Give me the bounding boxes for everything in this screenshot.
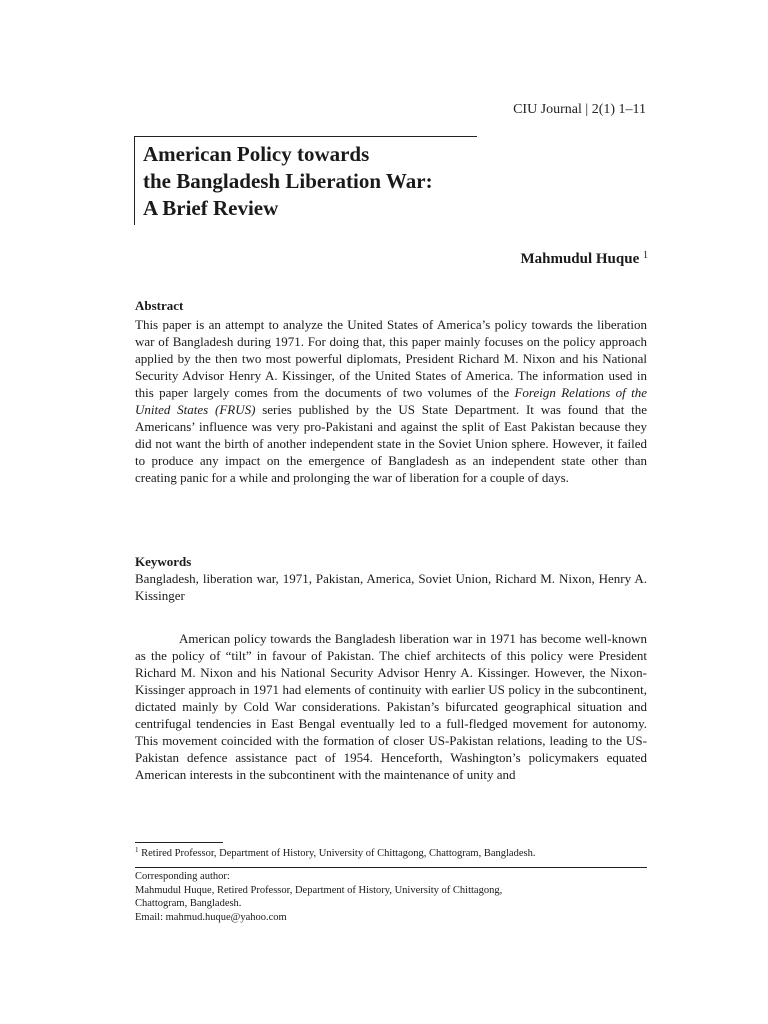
footnote-marker: 1 <box>135 846 139 854</box>
title-line-1: American Policy towards <box>143 142 370 166</box>
title-line-3: A Brief Review <box>143 196 279 220</box>
body-paragraph: American policy towards the Bangladesh liberation war in 1971 has become well-known as the policy of “tilt” in favour of Pakistan. The chief architects of this policy were President Richard M. Nixon and his National Security Advisor Henry A. Kissinger. However, the Nixon-Kissinger approach in 1971 had elements of continuity with earlier US policy in the subcontinent, dictated mainly by Cold War considerations. Pakistan’s bifurcated geographical situation and centrifugal tendencies in East Bengal eventually led to a full-fledged movement for autonomy. This movement coincided with the formation of closer US-Pakistan relations, leading to the US-Pakistan defence assistance pact of 1954. Henceforth, Washington’s policymakers equated American interests in the subcontinent with the maintenance of unity and <box>135 631 647 782</box>
keywords-text: Bangladesh, liberation war, 1971, Pakistan, America, Soviet Union, Richard M. Nixon, Henry A. Kissinger <box>135 571 647 603</box>
footnote <box>135 846 535 859</box>
corresponding-line-2: Chattogram, Bangladesh. <box>135 898 242 909</box>
abstract-heading: Abstract <box>135 298 184 313</box>
corresponding-heading: Corresponding author: <box>135 871 230 882</box>
corresponding-rule <box>135 867 647 868</box>
corresponding-email: Email: mahmud.huque@yahoo.com <box>135 911 287 923</box>
corresponding-author-block <box>135 870 502 924</box>
abstract-text <box>135 316 647 486</box>
abstract-italic-title: Foreign Relations of the United States (FRUS) <box>135 385 647 417</box>
title-line-2: the Bangladesh Liberation War: <box>143 169 433 193</box>
footnote-text: Retired Professor, Department of History, University of Chittagong, Chattogram, Bangladesh. <box>141 848 536 859</box>
paper-title <box>143 141 477 222</box>
corresponding-line-1: Mahmudul Huque, Retired Professor, Department of History, University of Chittagong, <box>135 884 503 896</box>
abstract-text-part-1: This paper is an attempt to analyze the United States of America’s policy towards the liberation war of Bangladesh during 1971. For doing that, this paper mainly focuses on the policy approach applied by the then two most powerful diplomats, President Richard M. Nixon and his National Security Advisor Henry A. Kissinger, of the United States of America. The information used in this paper largely comes from the documents of two volumes of the <box>135 317 647 400</box>
abstract-text-part-2: series published by the US State Department. It was found that the Americans’ influence was very pro-Pakistani and against the split of East Pakistan because they did not want the birth of another independent state in the Soviet Union sphere. However, it failed to produce any impact on the emergence of Bangladesh as an independent state other than creating panic for a while and prolonging the war of liberation for a couple of days. <box>135 402 647 485</box>
author-name: Mahmudul Huque <box>520 251 640 267</box>
journal-reference: CIU Journal | 2(1) 1–11 <box>513 102 646 117</box>
keywords-heading: Keywords <box>135 554 192 569</box>
author <box>520 250 648 268</box>
footnote-rule <box>135 842 223 843</box>
author-footnote-marker: 1 <box>643 250 648 261</box>
title-box <box>134 136 477 225</box>
